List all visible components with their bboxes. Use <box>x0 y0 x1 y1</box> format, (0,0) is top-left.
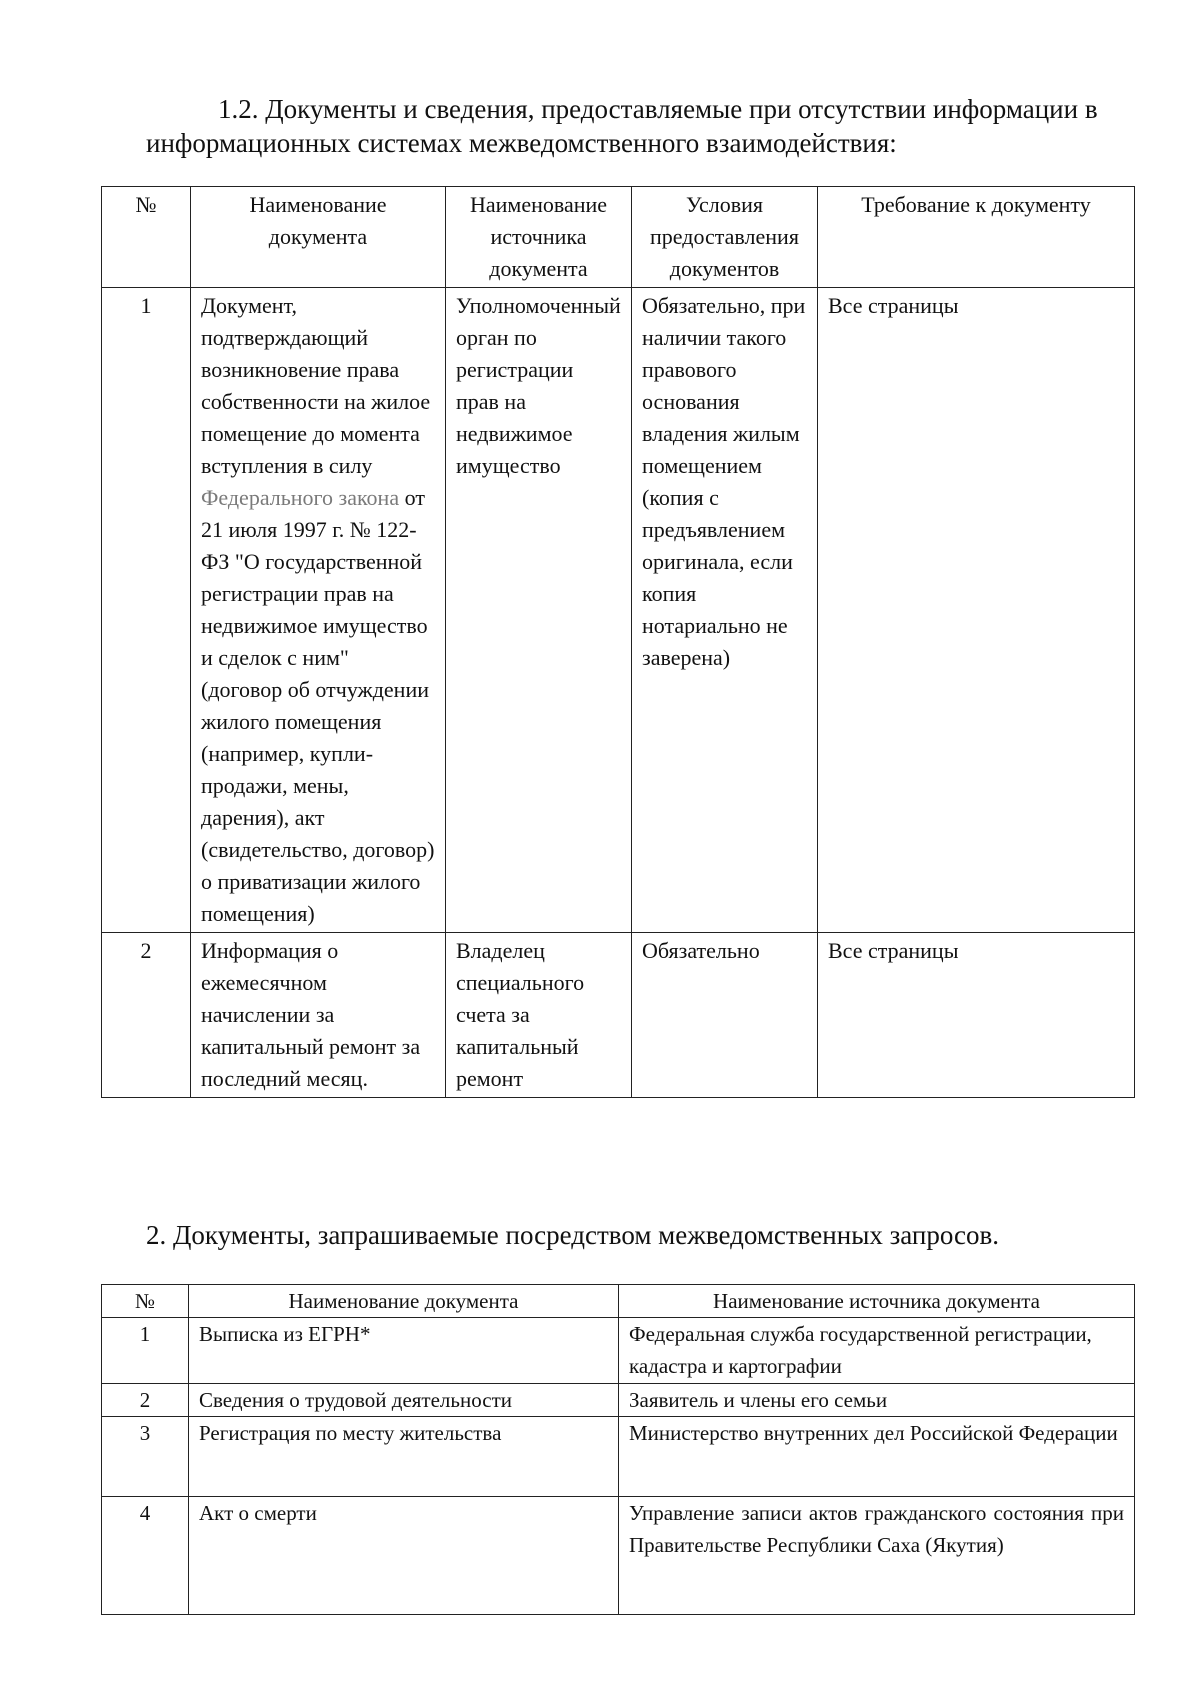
section1-heading-line2: информационных системах межведомственного взаимодействия: <box>146 128 897 158</box>
documents-table-1 <box>101 186 1135 1098</box>
header-num: № <box>102 187 191 288</box>
header-doc-name: Наименование документа <box>191 187 446 288</box>
row-num: 4 <box>102 1497 189 1615</box>
header-source: Наименование источника документа <box>446 187 632 288</box>
row-source: Владелец специального счета за капитальный ремонт <box>446 933 632 1098</box>
row-doc-name: Сведения о трудовой деятельности <box>189 1384 619 1417</box>
row-num: 1 <box>102 1318 189 1384</box>
table-row <box>102 1497 1135 1615</box>
doc-name-text-cont: от 21 июля 1997 г. № 122-ФЗ "О государственной регистрации прав на недвижимое имущество и сделок с ним" (договор об отчуждении жилого помещения (например, купли-продажи, мены, дарения), акт (свидетельство, договор) о приватизации жилого помещения) <box>201 485 435 926</box>
header-num: № <box>102 1285 189 1318</box>
documents-table-2 <box>101 1284 1135 1615</box>
section2-heading: 2. Документы, запрашиваемые посредством межведомственных запросов. <box>146 1220 999 1250</box>
header-conditions: Условия предоставления документов <box>632 187 818 288</box>
table-row <box>102 1384 1135 1417</box>
header-doc-name: Наименование документа <box>189 1285 619 1318</box>
row-requirement: Все страницы <box>818 933 1135 1098</box>
table-row <box>102 1318 1135 1384</box>
row-doc-name: Регистрация по месту жительства <box>189 1417 619 1497</box>
section1-heading <box>146 92 1146 160</box>
row-conditions: Обязательно, при наличии такого правового основания владения жилым помещением (копия с предъявлением оригинала, если копия нотариально не заверена) <box>632 288 818 933</box>
row-source: Управление записи актов гражданского состояния при Правительстве Республики Саха (Якутия) <box>619 1497 1135 1615</box>
table2-header-row <box>102 1285 1135 1318</box>
row-num: 3 <box>102 1417 189 1497</box>
row-source: Уполномоченный орган по регистрации прав на недвижимое имущество <box>446 288 632 933</box>
table-row <box>102 288 1135 933</box>
row-doc-name: Выписка из ЕГРН* <box>189 1318 619 1384</box>
header-requirement: Требование к документу <box>818 187 1135 288</box>
row-doc-name: Информация о ежемесячном начислении за капитальный ремонт за последний месяц. <box>191 933 446 1098</box>
row-requirement: Все страницы <box>818 288 1135 933</box>
table-row <box>102 933 1135 1098</box>
row-source: Федеральная служба государственной регистрации, кадастра и картографии <box>619 1318 1135 1384</box>
row-num: 2 <box>102 933 191 1098</box>
row-doc-name <box>191 288 446 933</box>
header-source: Наименование источника документа <box>619 1285 1135 1318</box>
row-doc-name: Акт о смерти <box>189 1497 619 1615</box>
federal-law-link[interactable]: Федерального закона <box>201 485 400 510</box>
table1-header-row <box>102 187 1135 288</box>
row-source: Заявитель и члены его семьи <box>619 1384 1135 1417</box>
row-num: 2 <box>102 1384 189 1417</box>
table-row <box>102 1417 1135 1497</box>
row-conditions: Обязательно <box>632 933 818 1098</box>
row-source: Министерство внутренних дел Российской Федерации <box>619 1417 1135 1497</box>
row-num: 1 <box>102 288 191 933</box>
doc-name-text: Документ, подтверждающий возникновение права собственности на жилое помещение до момента вступления в силу <box>201 293 431 478</box>
section1-heading-line1: 1.2. Документы и сведения, предоставляемые при отсутствии информации в <box>218 94 1098 124</box>
